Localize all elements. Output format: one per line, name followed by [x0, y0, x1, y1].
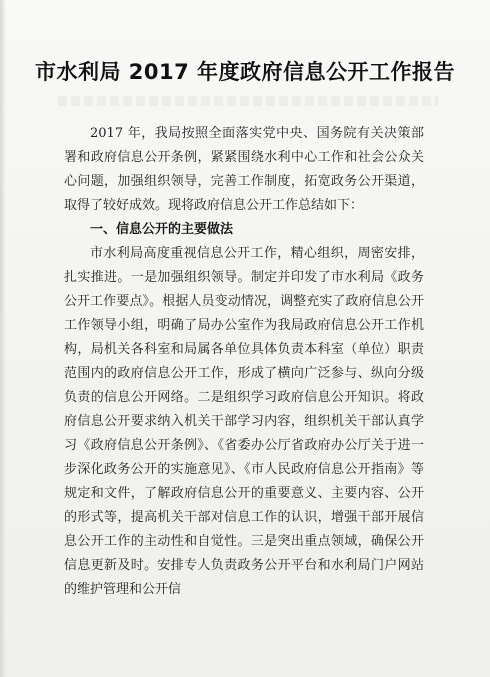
document-body	[64, 122, 424, 602]
scan-shadow	[0, 0, 6, 677]
document-title: 市水利局 2017 年度政府信息公开工作报告	[34, 60, 456, 84]
section-heading-1: 一、信息公开的主要做法	[90, 222, 234, 237]
intro-paragraph: 2017 年，我局按照全面落实党中央、国务院有关决策部署和政府信息公开条例，紧紧围绕水利中心工作和社会公众关心问题，加强组织领导，完善工作制度，拓宽政务公开渠道，取得了较好成效。现将政府信息公开工作总结如下：	[64, 126, 424, 213]
section-1-paragraph: 市水利局高度重视信息公开工作，精心组织，周密安排，扎实推进。一是加强组织领导。制定并印发了市水利局《政务公开工作要点》。根据人员变动情况，调整充实了政府信息公开工作领导小组，明确了局办公室作为我局政府信息公开工作机构，局机关各科室和局属各单位具体负责本科室（单位）职责范围内的政府信息公开工作，形成了横向广泛参与、纵向分级负责的信息公开网络。二是组织学习政府信息公开知识。将政府信息公开要求纳入机关干部学习内容，组织机关干部认真学习《政府信息公开条例》、《省委办公厅省政府办公厅关于进一步深化政务公开的实施意见》、《市人民政府信息公开指南》等规定和文件，了解政府信息公开的重要意义、主要内容、公开的形式等，提高机关干部对信息工作的认识，增强干部开展信息公开工作的主动性和自觉性。三是突出重点领域，确保公开信息更新及时。安排专人负责政务公开平台和水利局门户网站的维护管理和公开信	[64, 246, 424, 597]
bleed-through-text	[58, 96, 438, 106]
